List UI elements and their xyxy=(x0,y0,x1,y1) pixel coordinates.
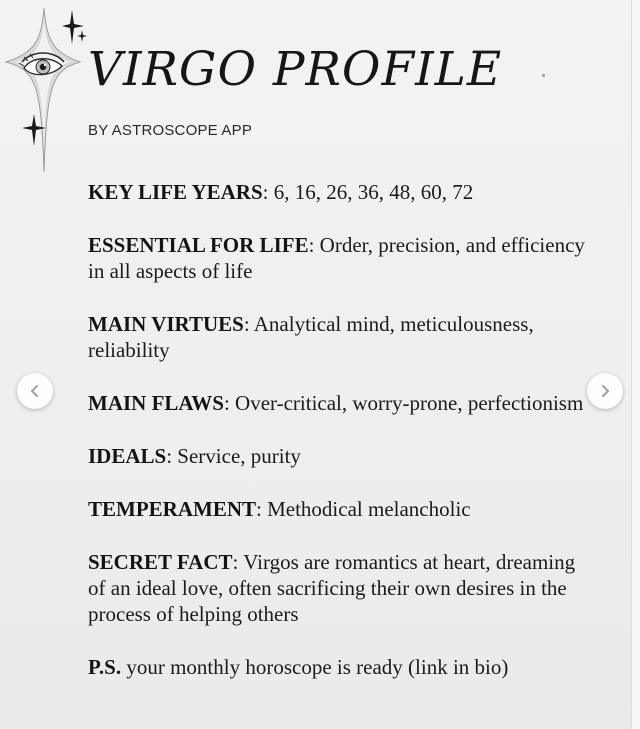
label-separator: : xyxy=(243,312,250,336)
carousel-next-button[interactable] xyxy=(587,373,623,409)
post-byline: BY ASTROSCOPE APP xyxy=(88,122,253,139)
trait-text: Over-critical, worry-prone, perfectionism xyxy=(235,391,584,415)
label-separator: : xyxy=(308,233,315,257)
trait-secret-fact xyxy=(88,549,588,627)
trait-label: IDEALS xyxy=(88,444,167,468)
profile-trait-list xyxy=(88,179,588,707)
trait-temperament xyxy=(88,496,588,522)
chevron-left-icon xyxy=(28,384,42,398)
trait-text: Analytical mind, meticulousness, reliability xyxy=(88,312,534,362)
trait-text: Service, purity xyxy=(177,444,301,468)
trait-text: Order, precision, and efficiency in all aspects of life xyxy=(88,233,585,283)
trait-essential-for-life xyxy=(88,232,588,284)
trait-label: MAIN FLAWS xyxy=(88,391,224,415)
trait-label: ESSENTIAL FOR LIFE xyxy=(88,233,309,257)
eye-in-star-icon xyxy=(0,0,100,180)
trait-text: Methodical melancholic xyxy=(267,497,471,521)
label-separator: : xyxy=(166,444,173,468)
trait-text: your monthly horoscope is ready (link in bio) xyxy=(126,655,509,679)
trait-main-flaws xyxy=(88,390,588,416)
trait-label: MAIN VIRTUES xyxy=(88,312,244,336)
trait-label: SECRET FACT xyxy=(88,550,233,574)
trait-ideals xyxy=(88,443,588,469)
decorative-speck xyxy=(542,74,545,77)
scroll-edge xyxy=(631,0,640,729)
label-separator: : xyxy=(232,550,239,574)
chevron-right-icon xyxy=(598,384,612,398)
trait-text: 6, 16, 26, 36, 48, 60, 72 xyxy=(273,180,474,204)
trait-key-life-years xyxy=(88,179,588,205)
trait-main-virtues xyxy=(88,311,588,363)
label-separator: : xyxy=(262,180,269,204)
post-title: VIRGO PROFILE xyxy=(88,42,503,97)
trait-text: Virgos are romantics at heart, dreaming of an ideal love, often sacrificing their own desires in the process of helping others xyxy=(88,550,576,626)
carousel-prev-button[interactable] xyxy=(17,373,53,409)
trait-label: TEMPERAMENT xyxy=(88,497,256,521)
label-separator: : xyxy=(256,497,262,521)
trait-label: P.S. xyxy=(88,655,122,679)
trait-label: KEY LIFE YEARS xyxy=(88,180,263,204)
trait-ps xyxy=(88,654,588,680)
label-separator: : xyxy=(223,391,230,415)
